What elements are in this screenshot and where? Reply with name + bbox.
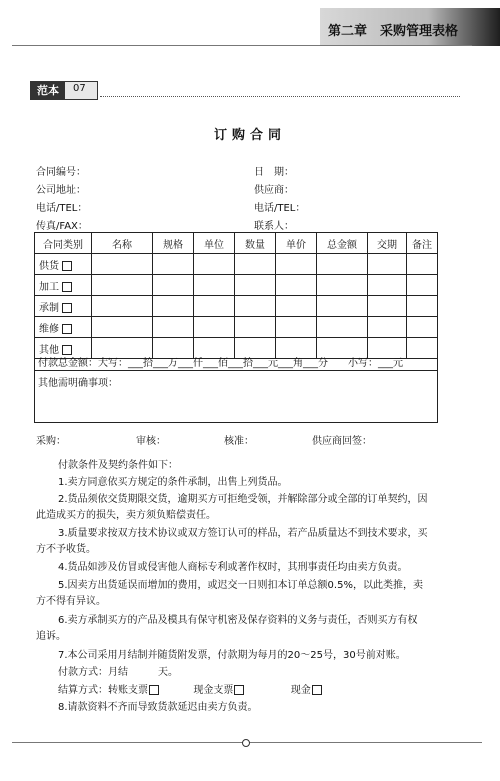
col-header-name: 名称: [92, 233, 153, 254]
notes-label: 其他需明确事项：: [38, 378, 118, 389]
checkbox[interactable]: [62, 282, 72, 292]
supplier-sign-label: 供应商回签：: [312, 436, 372, 447]
sample-tag: [30, 81, 98, 100]
purchase-sign-label: 采购：: [36, 436, 66, 447]
header-rule: [12, 45, 472, 46]
settle-cash-label: 现金: [290, 685, 311, 696]
contact-label: 联系人：: [254, 221, 294, 232]
total-amount-row: [34, 350, 438, 371]
phone-left-label: 电话/TEL：: [36, 203, 88, 214]
category-manufacture: [35, 296, 92, 317]
category-processing: [35, 275, 92, 296]
col-header-price: 单价: [276, 233, 317, 254]
page-header: [0, 0, 500, 48]
table-row: [35, 254, 438, 275]
phone-right-label: 电话/TEL：: [254, 203, 306, 214]
category-label: 加工: [39, 281, 59, 293]
category-repair: [35, 317, 92, 338]
col-header-delivery: 交期: [368, 233, 407, 254]
checkbox[interactable]: [312, 685, 322, 695]
term-4: 4.货品如涉及仿冒或侵害他人商标专利或著作权时，其刑事责任均由卖方负责。: [58, 562, 408, 573]
term-2a: 2.货品须依交货期限交货，逾期买方可拒绝受领，并解除部分或全部的订单契约，因: [58, 494, 428, 505]
notes-box[interactable]: [34, 370, 438, 423]
term-7: 7.本公司采用月结制并随货附发票，付款期为每月的20～25号，30号前对账。: [58, 650, 406, 661]
payment-method: 付款方式：月结 天。: [58, 667, 178, 678]
order-table: [34, 232, 438, 359]
settle-transfer-label: 结算方式：转账支票: [58, 685, 148, 696]
category-label: 其他: [39, 344, 59, 356]
term-5a: 5.因卖方出货延误而增加的费用，或迟交一日则扣本订单总额0.5%，以此类推，卖: [58, 580, 423, 591]
checkbox[interactable]: [149, 685, 159, 695]
term-5b: 方不得有异议。: [36, 596, 106, 607]
col-header-amount: 总金额: [317, 233, 368, 254]
category-label: 供货: [39, 260, 59, 272]
total-amount-text: 付款总金额：大写：___拾___万___仟___佰___拾___元___角___分 小写：___元: [38, 358, 403, 369]
term-6b: 追诉。: [36, 631, 66, 642]
settlement-row: [58, 683, 322, 699]
term-3a: 3.质量要求按双方技术协议或双方签订认可的样品，若产品质量达不到技术要求，买: [58, 528, 428, 539]
col-header-spec: 规格: [153, 233, 194, 254]
col-header-unit: 单位: [194, 233, 235, 254]
checkbox[interactable]: [62, 303, 72, 313]
category-label: 维修: [39, 323, 59, 335]
company-address-label: 公司地址：: [36, 185, 86, 196]
category-label: 承制: [39, 302, 59, 314]
col-header-qty: 数量: [235, 233, 276, 254]
sample-label: 范本: [31, 82, 65, 99]
checkbox[interactable]: [62, 261, 72, 271]
term-2b: 此造成买方的损失，卖方须负赔偿责任。: [36, 510, 216, 521]
supplier-label: 供应商：: [254, 185, 294, 196]
term-6a: 6.卖方承制买方的产品及模具有保守机密及保存资料的义务与责任，否则买方有权: [58, 615, 418, 626]
date-label: 日 期：: [254, 167, 294, 178]
document-title: 订购合同: [213, 128, 286, 143]
col-header-remarks: 备注: [407, 233, 438, 254]
settle-cash-check-label: 现金支票: [193, 685, 234, 696]
terms-intro: 付款条件及契约条件如下：: [58, 460, 178, 471]
review-sign-label: 审核：: [136, 436, 166, 447]
fax-label: 传真/FAX：: [36, 221, 88, 232]
checkbox[interactable]: [234, 685, 244, 695]
dotted-divider: [100, 96, 460, 97]
table-row: [35, 317, 438, 338]
table-row: [35, 275, 438, 296]
term-3b: 方不予收货。: [36, 544, 96, 555]
approve-sign-label: 核准：: [224, 436, 254, 447]
table-row: [35, 296, 438, 317]
term-1: 1.卖方同意依买方规定的条件承制，出售上列货品。: [58, 477, 288, 488]
category-supply: [35, 254, 92, 275]
sample-number: 07: [73, 83, 86, 94]
checkbox[interactable]: [62, 324, 72, 334]
footer-ornament: [242, 739, 250, 747]
table-header-row: [35, 233, 438, 254]
col-header-category: 合同类别: [35, 233, 92, 254]
term-8: 8.请款资料不齐而导致货款延迟由卖方负责。: [58, 702, 258, 713]
contract-no-label: 合同编号：: [36, 167, 86, 178]
chapter-title: 第二章 采购管理表格: [328, 24, 459, 39]
